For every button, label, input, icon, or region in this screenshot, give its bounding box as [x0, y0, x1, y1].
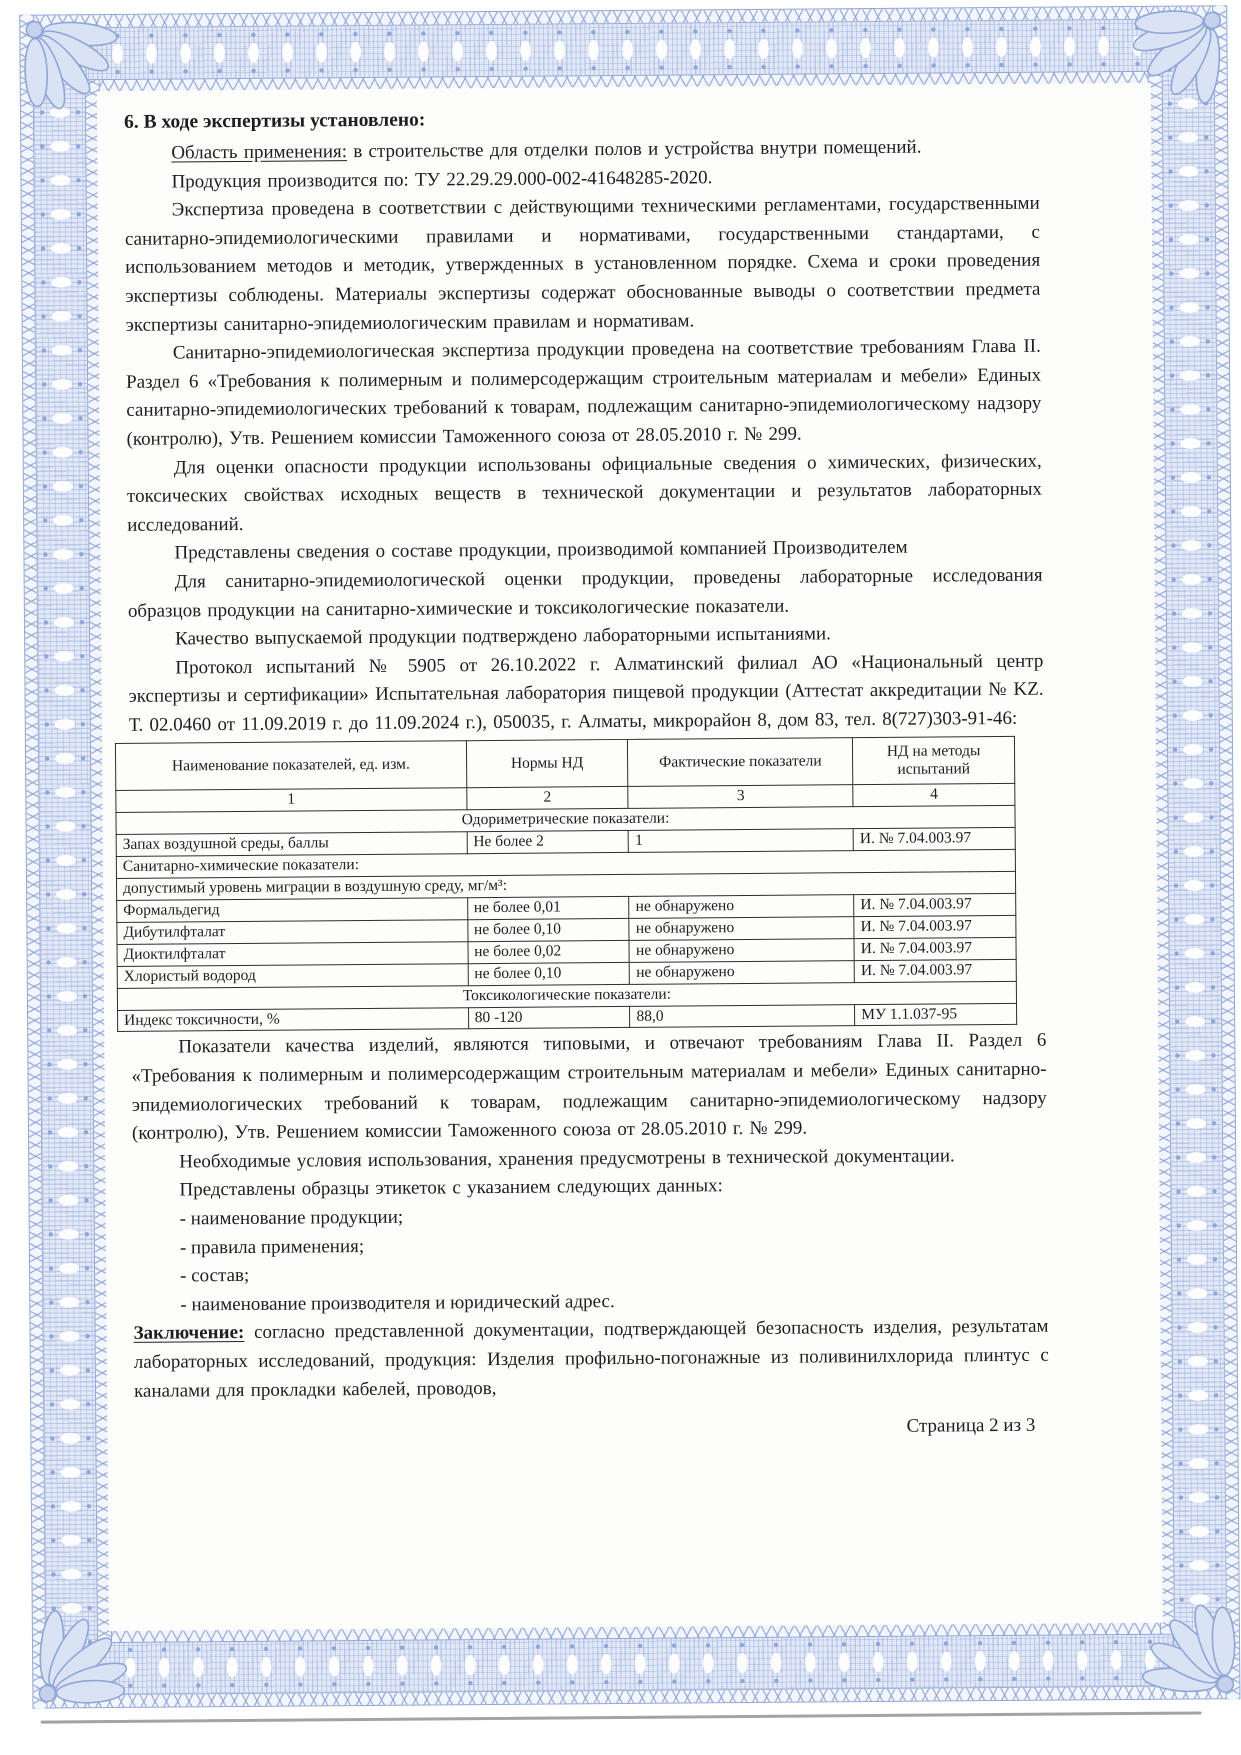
- scope-text: в строительстве для отделки полов и устройства внутри помещений.: [346, 136, 922, 163]
- label-list-item: - состав;: [180, 1265, 250, 1287]
- col-number: 1: [116, 788, 467, 813]
- header-actual: Фактические показатели: [628, 738, 853, 787]
- paragraph-protocol: Протокол испытаний № 5905 от 26.10.2022 г. Алматинский филиал АО «Национальный центр экспертизы и сертификации» Испытательная лаборатория пищевой продукции (Аттестат аккредитации № KZ. Т. 02.0460 от 11.09.2019 г. до 11.09.2024 г.), 050035, г. Алматы, микрорайон 8, дом 83, тел. 8(727)303-91-46:: [128, 650, 1044, 736]
- paragraph-labels-intro: Представлены образцы этикеток с указанием следующих данных:: [179, 1175, 723, 1201]
- cell-method: И. № 7.04.003.97: [854, 937, 1016, 960]
- conclusion-text: согласно представленной документации, подтверждающей безопасность изделия, результатам лабораторных исследований, продукция: Изделия профильно-погонажные из поливинилхлорида плинтус с каналами для прокладки кабелей, проводов,: [133, 1316, 1049, 1402]
- cell-fact: не обнаружено: [629, 938, 854, 962]
- section-chem-subtitle: допустимый уровень миграции в воздушную среду, мг/м³:: [116, 871, 1015, 900]
- cell-name: Индекс токсичности, %: [118, 1007, 469, 1032]
- header-indicator: Наименование показателей, ед. изм.: [115, 741, 466, 791]
- cell-method: И. № 7.04.003.97: [854, 959, 1016, 982]
- paragraph-conditions: Необходимые условия использования, хранения предусмотрены в технической документации.: [179, 1145, 955, 1173]
- paragraph-expertise: Экспертиза проведена в соответствии с действующими техническими регламентами, государственными санитарно-эпидемиологическими правилами и нормативами, государственными стандартами, с использованием методов и методик, утвержденных в установленном порядке. Схема и сроки проведения экспертизы соблюдены. Материалы экспертизы содержат обоснованные выводы о соответствии предмета экспертизы санитарно-эпидемиологическим правилам и нормативам.: [124, 192, 1041, 336]
- corner-fan-icon: [22, 17, 129, 124]
- cell-norm: 80 -120: [468, 1006, 630, 1029]
- paragraph-quality: Качество выпускаемой продукции подтверждено лабораторными испытаниями.: [175, 623, 831, 650]
- corner-fan-icon: [1131, 1590, 1238, 1697]
- cell-fact: не обнаружено: [629, 917, 854, 941]
- cell-fact: 1: [629, 829, 854, 853]
- scope-lead: Область применения:: [171, 141, 348, 164]
- cell-method: МУ 1.1.037-95: [855, 1003, 1017, 1026]
- cell-name: Запах воздушной среды, баллы: [116, 832, 467, 857]
- page-number: Страница 2 из 3: [906, 1414, 1036, 1437]
- section-chem-title: Санитарно-химические показатели:: [116, 850, 1015, 879]
- cell-name: Хлористый водород: [117, 963, 468, 988]
- conclusion-lead: Заключение:: [133, 1322, 245, 1345]
- col-number: 3: [628, 785, 853, 809]
- cell-method: И. № 7.04.003.97: [853, 828, 1015, 851]
- cell-name: Дибутилфталат: [117, 920, 468, 945]
- label-list-item: - правила применения;: [179, 1235, 365, 1259]
- cell-name: Диоктилфталат: [117, 942, 468, 967]
- paragraph-tu: Продукция производится по: ТУ 22.29.29.000-002-41648285-2020.: [171, 166, 713, 193]
- corner-fan-icon: [35, 1599, 142, 1706]
- cell-norm: не более 0,02: [468, 940, 630, 963]
- cell-norm: Не более 2: [467, 831, 629, 854]
- section-odor-label: Одориметрические показатели:: [116, 806, 1015, 835]
- cell-fact: не обнаружено: [629, 895, 854, 919]
- cell-method: И. № 7.04.003.97: [854, 893, 1016, 916]
- paragraph-composition: Представлены сведения о составе продукции, производимой компанией Производителем: [174, 537, 908, 564]
- cell-name: Формальдегид: [117, 898, 468, 923]
- cell-fact: не обнаружено: [630, 960, 855, 984]
- cell-method: И. № 7.04.003.97: [854, 915, 1016, 938]
- header-norm: Нормы НД: [466, 740, 628, 788]
- paragraph-sanepid: Санитарно-эпидемиологическая экспертиза продукции проведена на соответствие требованиям Глава II. Раздел 6 «Требования к полимерным и полимерсодержащим строительным материалам и мебели» Единых санитарно-эпидемиологических требований к товарам, подлежащим санитарно-эпидемиологическому надзору (контролю), Утв. Решением комиссии Таможенного союза от 28.05.2010 г. № 299.: [126, 335, 1042, 450]
- section-tox-label: Токсикологические показатели:: [117, 981, 1016, 1010]
- col-number: 4: [853, 784, 1015, 807]
- paragraph-conclusion: [133, 1313, 1049, 1406]
- results-table: [115, 736, 1017, 1032]
- cell-fact: 88,0: [630, 1004, 855, 1028]
- scan-page-edge: [41, 1711, 1202, 1723]
- paragraph-lab: Для санитарно-эпидемиологической оценки продукции, проведены лабораторные исследования образцов продукции на санитарно-химические и токсикологические показатели.: [127, 564, 1043, 622]
- col-number: 2: [466, 787, 628, 810]
- header-method: НД на методы испытаний: [853, 737, 1015, 785]
- document-body: [97, 83, 1163, 1631]
- label-list-item: - наименование производителя и юридический адрес.: [180, 1290, 615, 1316]
- table-header-row: [115, 737, 1014, 791]
- cell-norm: не более 0,10: [467, 918, 629, 941]
- cell-norm: не более 0,01: [467, 896, 629, 919]
- corner-fan-icon: [1118, 8, 1225, 115]
- paragraph-hazard: Для оценки опасности продукции использованы официальные сведения о химических, физических, токсических свойствах исходных веществ в технической документации и результатов лабораторных исследований.: [126, 450, 1043, 536]
- label-list-item: - наименование продукции;: [179, 1206, 404, 1230]
- section-heading: 6. В ходе экспертизы установлено:: [123, 109, 426, 133]
- paragraph-typical: Показатели качества изделий, являются типовыми, и отвечают требованиям Глава II. Раздел 6 «Требования к полимерным и полимерсодержащим строительным материалам и мебели» Единых санитарно-эпидемиологических требований к товарам, подлежащим санитарно-эпидемиологическому надзору (контролю), Утв. Решением комиссии Таможенного союза от 28.05.2010 г. № 299.: [131, 1030, 1047, 1145]
- cell-norm: не более 0,10: [468, 962, 630, 985]
- certificate-border-frame: [19, 5, 1240, 1708]
